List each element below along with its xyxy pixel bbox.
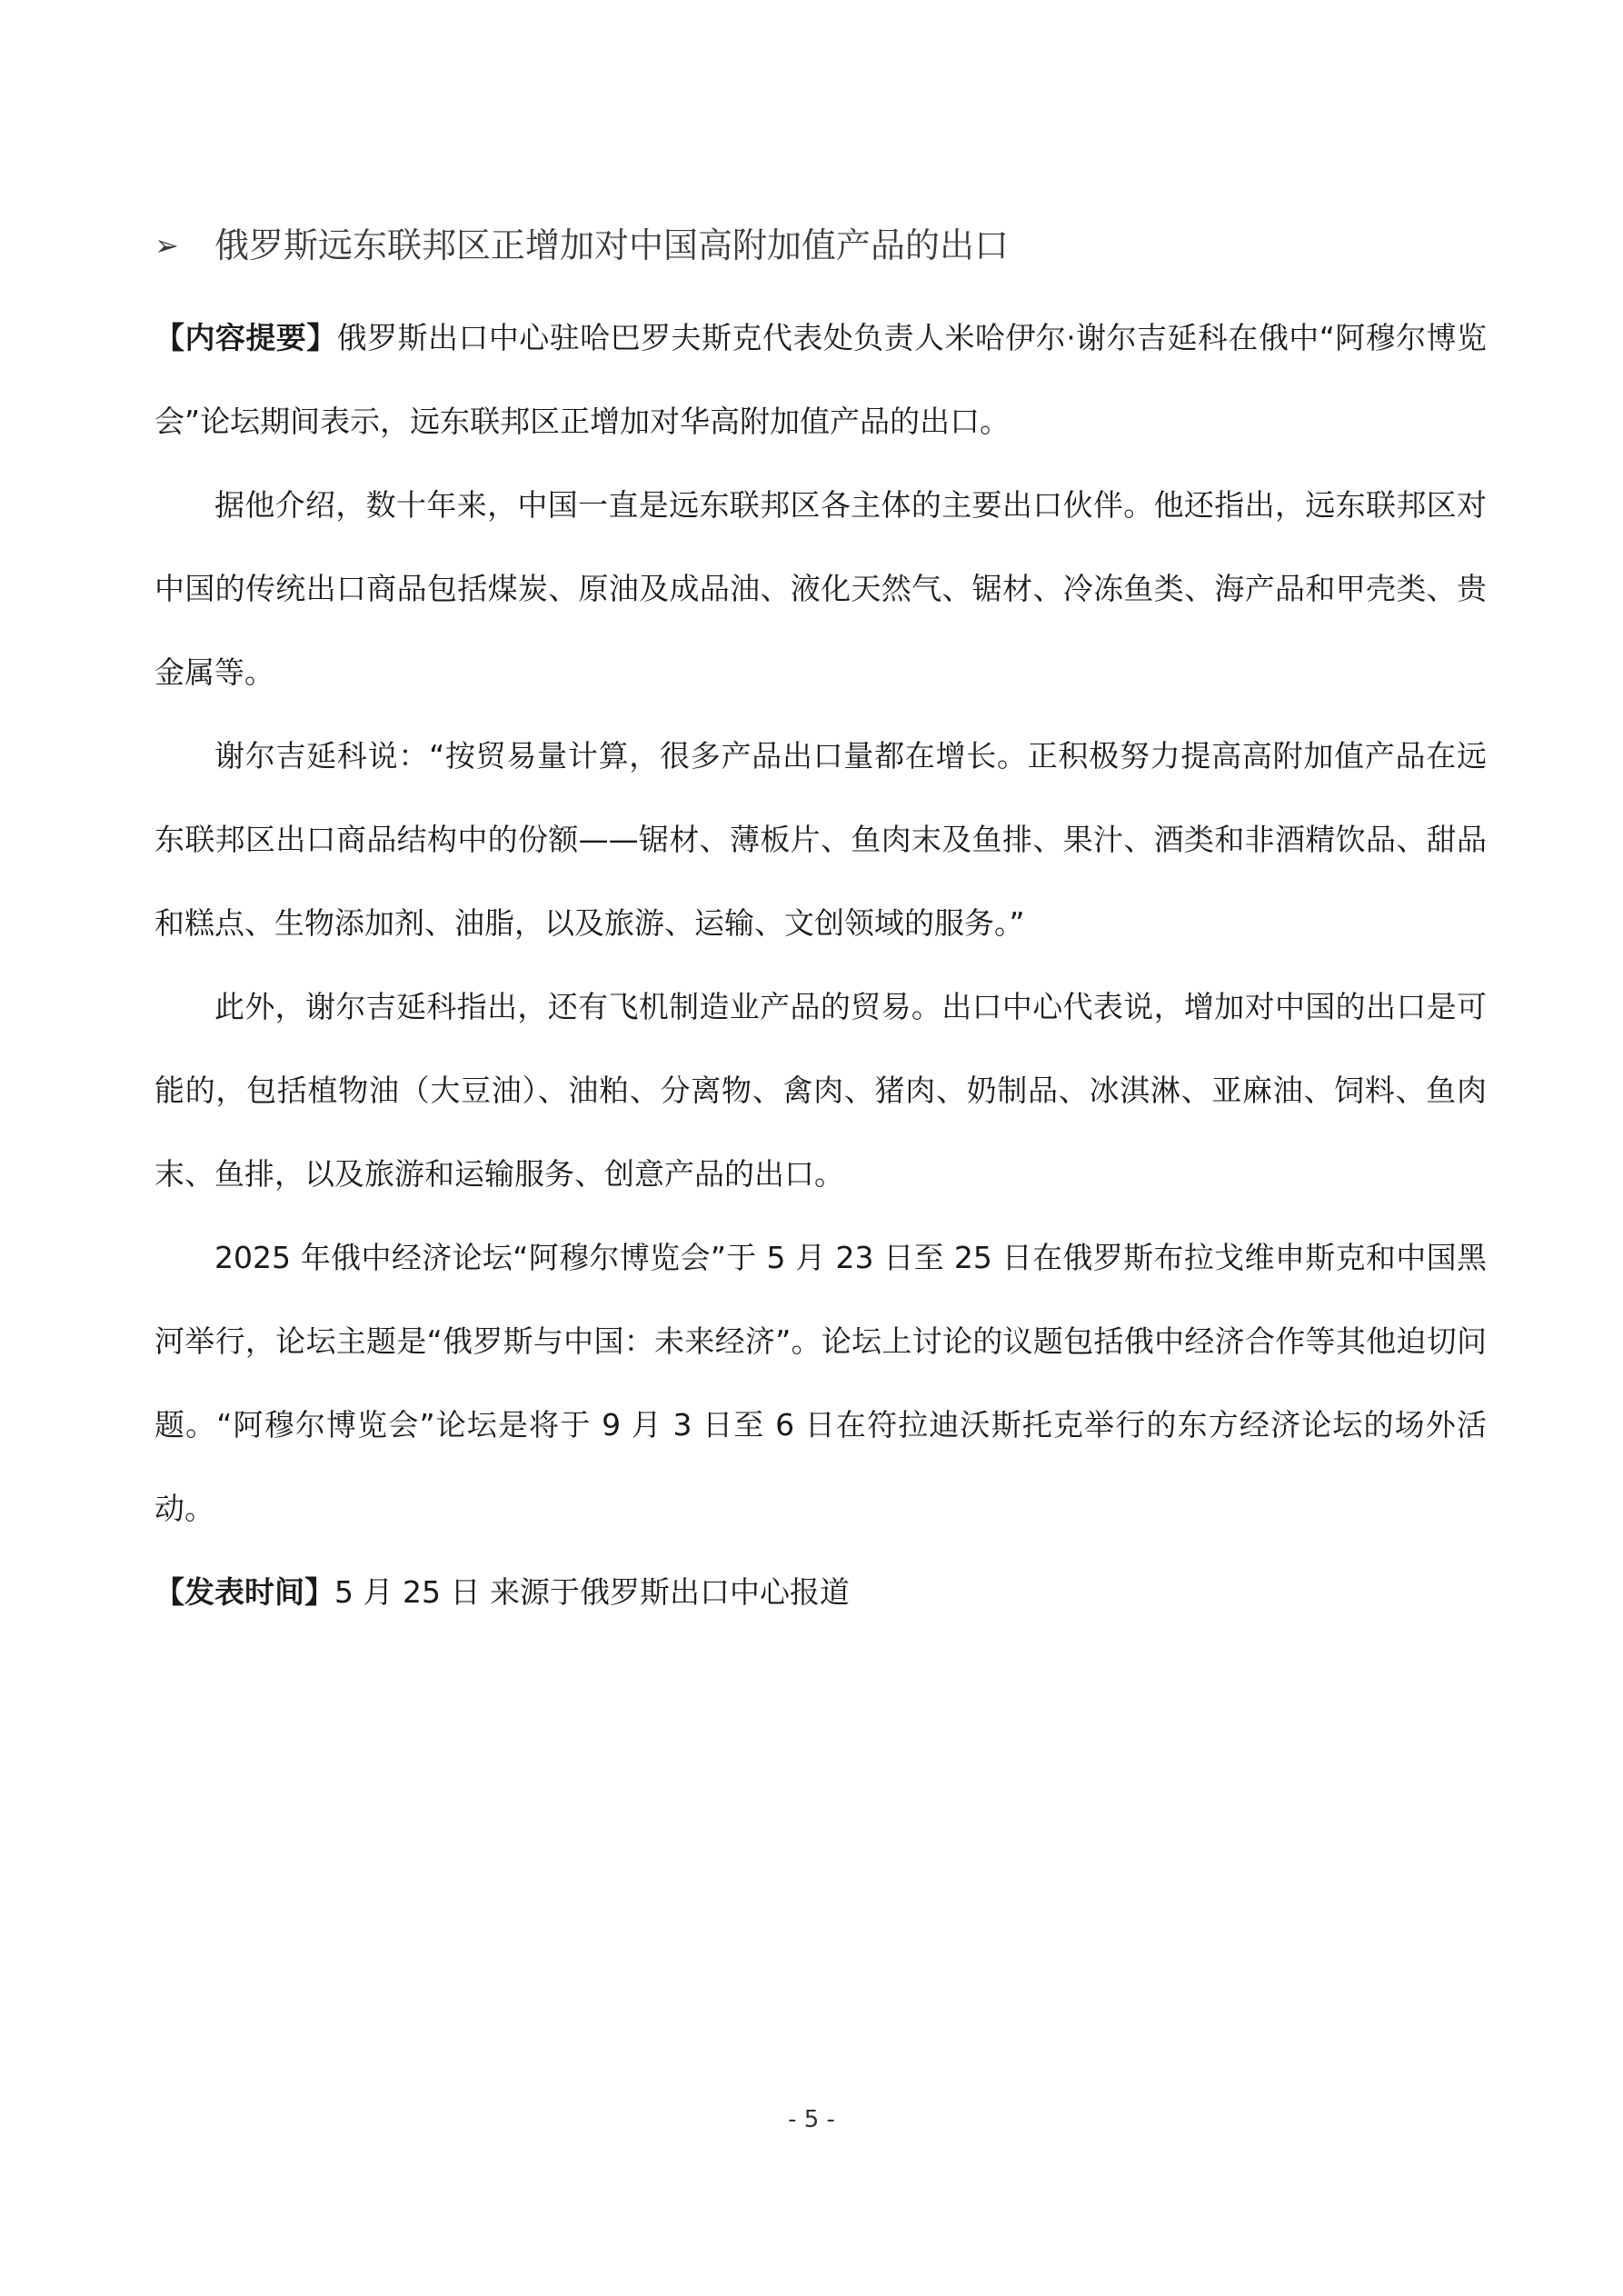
article-body [154,296,1487,1634]
summary-text: 俄罗斯出口中心驻哈巴罗夫斯克代表处负责人米哈伊尔·谢尔吉延科在俄中“阿穆尔博览会”论坛期间表示，远东联邦区正增加对华高附加值产品的出口。 [154,320,1488,439]
published-label: 【发表时间】 [154,1574,334,1610]
article-title: 俄罗斯远东联邦区正增加对中国高附加值产品的出口 [214,225,1010,265]
summary-paragraph [154,296,1487,464]
body-paragraph-1: 据他介绍，数十年来，中国一直是远东联邦区各主体的主要出口伙伴。他还指出，远东联邦区对中国的传统出口商品包括煤炭、原油及成品油、液化天然气、锯材、冷冻鱼类、海产品和甲壳类、贵金属等。 [154,487,1487,690]
published-paragraph [154,1551,1487,1634]
page-number: - 5 - [788,2106,835,2133]
body-paragraph-4: 2025 年俄中经济论坛“阿穆尔博览会”于 5 月 23 日至 25 日在俄罗斯布拉戈维申斯克和中国黑河举行，论坛主题是“俄罗斯与中国：未来经济”。论坛上讨论的议题包括俄中经济合作等其他迫切问题。“阿穆尔博览会”论坛是将于 9 月 3 日至 6 日在符拉迪沃斯托克举行的东方经济论坛的场外活动。 [154,1240,1487,1526]
body-paragraph-2: 谢尔吉延科说：“按贸易量计算，很多产品出口量都在增长。正积极努力提高高附加值产品在远东联邦区出口商品结构中的份额——锯材、薄板片、鱼肉末及鱼排、果汁、酒类和非酒精饮品、甜品和糕点、生物添加剂、油脂，以及旅游、运输、文创领域的服务。” [154,738,1487,941]
article-heading [154,218,1481,273]
arrowhead-bullet-icon: ➢ [154,228,179,263]
published-text: 5 月 25 日 来源于俄罗斯出口中心报道 [334,1574,850,1610]
summary-label: 【内容提要】 [154,320,337,355]
body-paragraph-3: 此外，谢尔吉延科指出，还有飞机制造业产品的贸易。出口中心代表说，增加对中国的出口是可能的，包括植物油（大豆油）、油粕、分离物、禽肉、猪肉、奶制品、冰淇淋、亚麻油、饲料、鱼肉末、鱼排，以及旅游和运输服务、创意产品的出口。 [154,989,1487,1192]
